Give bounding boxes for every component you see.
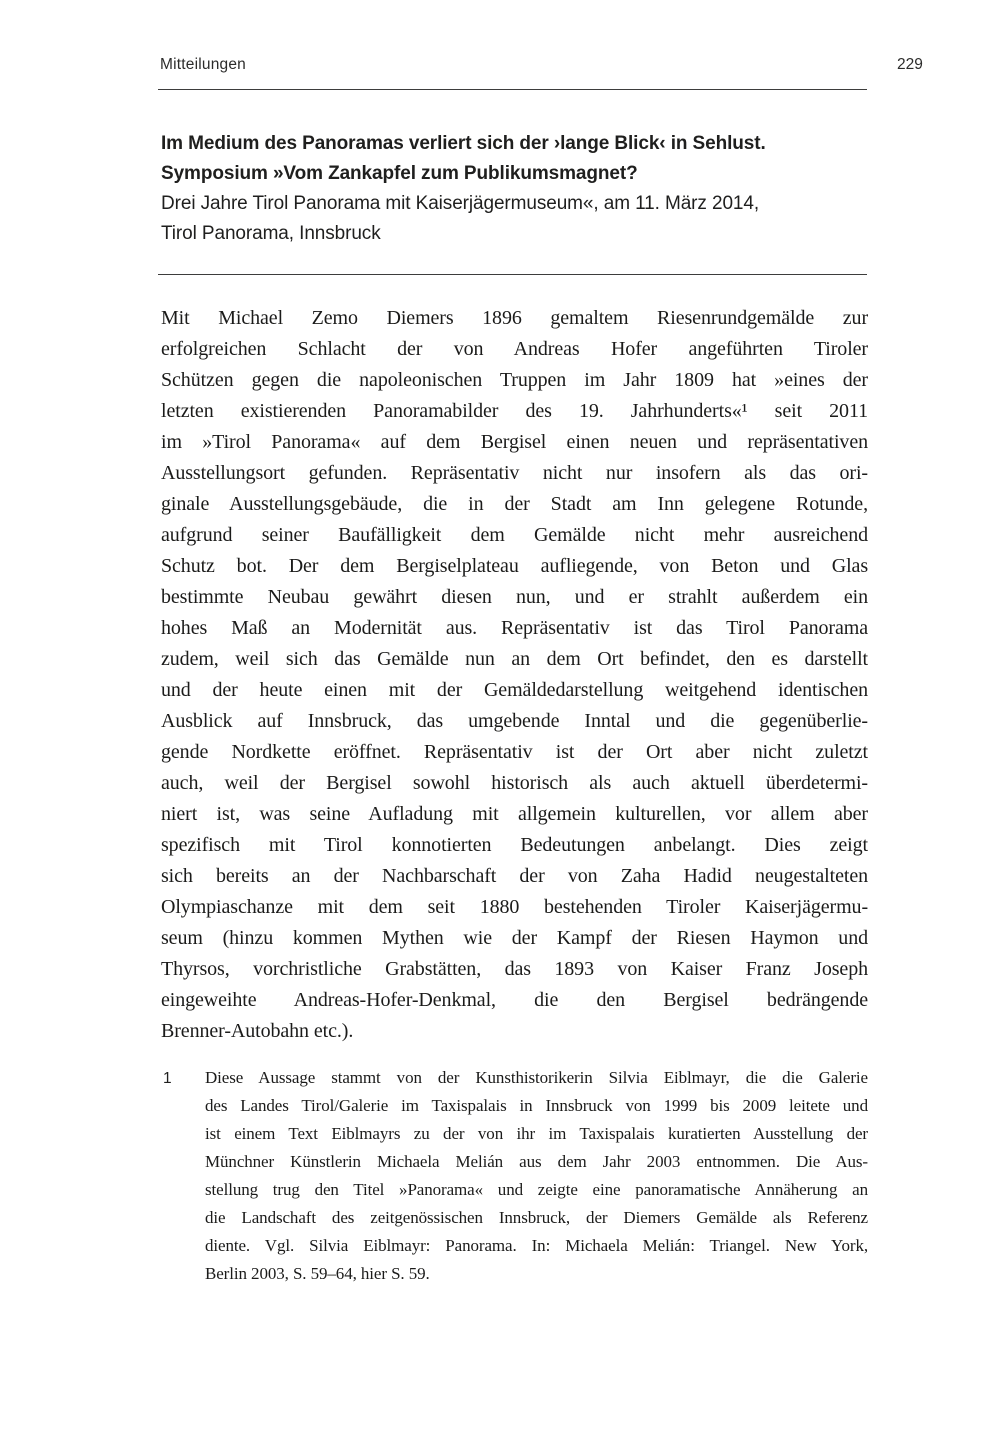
body-line: Ausblick auf Innsbruck, das umgebende Inntal und die gegenüberlie- [161,710,868,732]
body-line: und der heute einen mit der Gemäldedarstellung weitgehend identischen [161,679,868,701]
page-number: 229 [897,56,923,73]
footnote-number: 1 [163,1070,172,1087]
body-line: Brenner-Autobahn etc.). [161,1020,354,1042]
article-body [161,303,868,1047]
footnote-line: die Landschaft des zeitgenössischen Innsbruck, der Diemers Gemälde als Referenz [205,1208,868,1227]
body-line: Schützen gegen die napoleonischen Truppen im Jahr 1809 hat »eines der [161,369,868,391]
body-line: Schutz bot. Der dem Bergiselplateau aufliegende, von Beton und Glas [161,555,868,577]
body-line: Mit Michael Zemo Diemers 1896 gemaltem Riesenrundgemälde zur [161,307,868,329]
body-line: spezifisch mit Tirol konnotierten Bedeutungen anbelangt. Dies zeigt [161,834,868,856]
body-line: Thyrsos, vorchristliche Grabstätten, das 1893 von Kaiser Franz Joseph [161,958,868,980]
body-line: niert ist, was seine Aufladung mit allgemein kulturellen, vor allem aber [161,803,868,825]
body-line: ginale Ausstellungsgebäude, die in der Stadt am Inn gelegene Rotunde, [161,493,868,515]
footnote-line: des Landes Tirol/Galerie im Taxispalais in Innsbruck von 1999 bis 2009 leitete und [205,1096,868,1115]
title-line: Symposium »Vom Zankapfel zum Publikumsmagnet? [161,163,638,184]
title-line: Im Medium des Panoramas verliert sich der ›lange Blick‹ in Sehlust. [161,133,766,154]
footnote-text [205,1064,868,1288]
footnote-line: diente. Vgl. Silvia Eiblmayr: Panorama. In: Michaela Melián: Triangel. New York, [205,1236,868,1255]
body-line: Olympiaschanze mit dem seit 1880 bestehenden Tiroler Kaiserjägermu- [161,896,868,918]
footnote [161,1064,868,1288]
body-line: erfolgreichen Schlacht der von Andreas Hofer angeführten Tiroler [161,338,868,360]
title-rule [158,274,867,275]
body-line: Ausstellungsort gefunden. Repräsentativ nicht nur insofern als das ori- [161,462,868,484]
body-line: sich bereits an der Nachbarschaft der von Zaha Hadid neugestalteten [161,865,868,887]
footnote-line: stellung trug den Titel »Panorama« und zeigte eine panoramatische Annäherung an [205,1180,868,1199]
title-subtitle-line: Tirol Panorama, Innsbruck [161,223,381,244]
body-line: eingeweihte Andreas-Hofer-Denkmal, die den Bergisel bedrängende [161,989,868,1011]
header-rule [158,89,867,90]
body-line: aufgrund seiner Baufälligkeit dem Gemälde nicht mehr ausreichend [161,524,868,546]
body-line: gende Nordkette eröffnet. Repräsentativ ist der Ort aber nicht zuletzt [161,741,868,763]
body-line: letzten existierenden Panoramabilder des 19. Jahrhunderts«¹ seit 2011 [161,400,868,422]
footnote-line: ist einem Text Eiblmayrs zu der von ihr im Taxispalais kuratierten Ausstellung der [205,1124,868,1143]
body-line: hohes Maß an Modernität aus. Repräsentativ ist das Tirol Panorama [161,617,868,639]
title-subtitle-line: Drei Jahre Tirol Panorama mit Kaiserjägermuseum«, am 11. März 2014, [161,193,760,214]
body-line: seum (hinzu kommen Mythen wie der Kampf der Riesen Haymon und [161,927,868,949]
body-line: im »Tirol Panorama« auf dem Bergisel einen neuen und repräsentativen [161,431,868,453]
footnote-line: Diese Aussage stammt von der Kunsthistorikerin Silvia Eiblmayr, die die Galerie [205,1068,868,1087]
footnote-line: Berlin 2003, S. 59–64, hier S. 59. [205,1264,430,1283]
body-line: auch, weil der Bergisel sowohl historisch als auch aktuell überdetermi- [161,772,868,794]
footnote-line: Münchner Künstlerin Michaela Melián aus dem Jahr 2003 entnommen. Die Aus- [205,1152,868,1171]
body-line: bestimmte Neubau gewährt diesen nun, und er strahlt außerdem ein [161,586,868,608]
body-line: zudem, weil sich das Gemälde nun an dem Ort befindet, den es darstellt [161,648,868,670]
running-header-section-label: Mitteilungen [160,56,246,73]
article-title [161,129,873,249]
